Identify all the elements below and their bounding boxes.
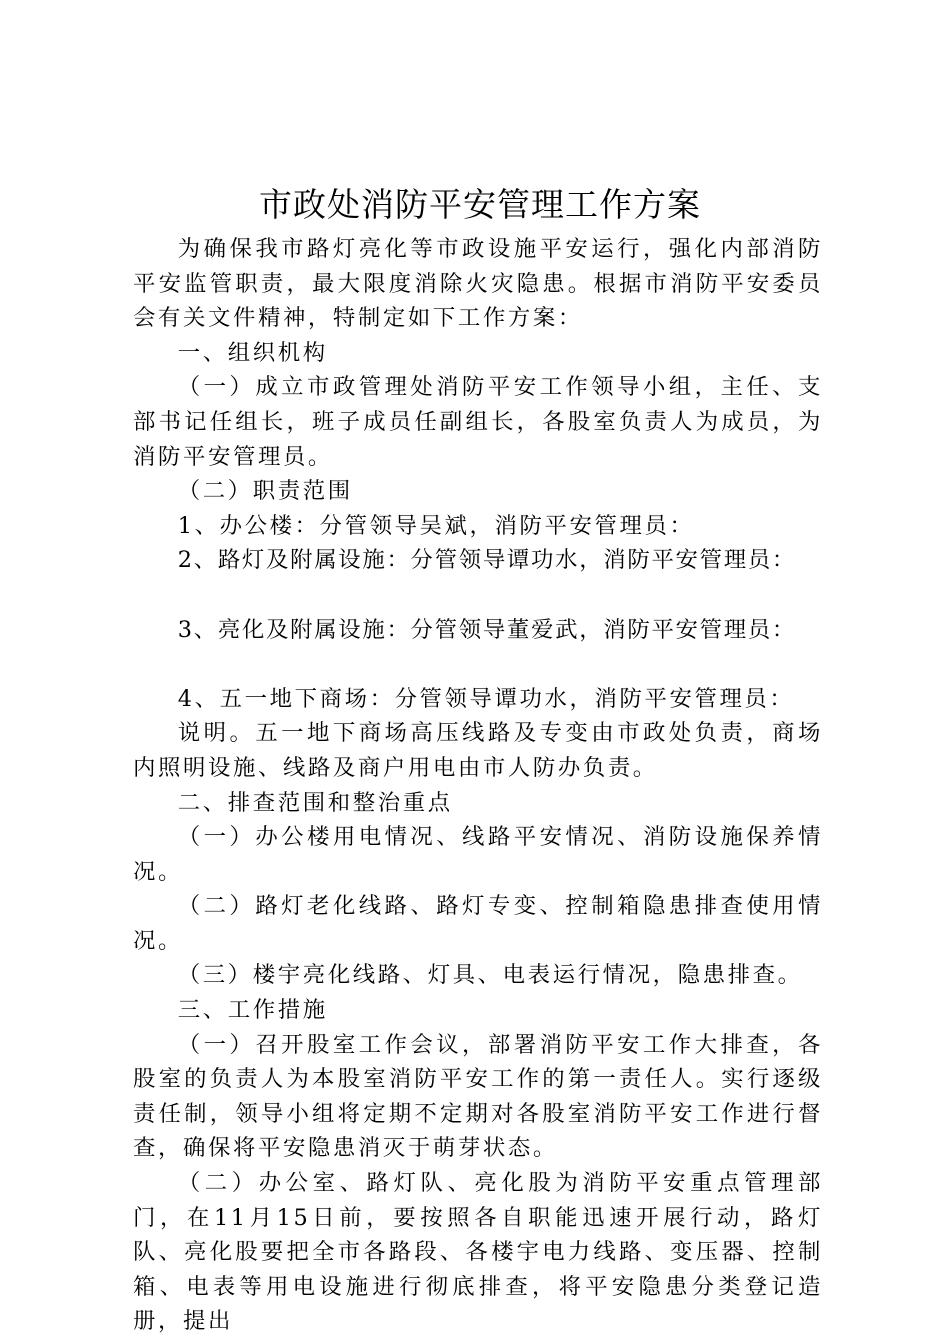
inspection-item-streetlights: （二）路灯老化线路、路灯专变、控制箱隐患排查使用情况。 — [133, 893, 823, 954]
intro-paragraph: 为确保我市路灯亮化等市政设施平安运行，强化内部消防平安监管职责，最大限度消除火灾隐患。根据市消防平安委员会有关文件精神，特制定如下工作方案： — [133, 236, 823, 332]
responsibility-item-office-building: 1、办公楼：分管领导吴斌，消防平安管理员： — [177, 512, 695, 539]
inspection-item-building-lighting: （三）楼宇亮化线路、灯具、电表运行情况，隐患排查。 — [177, 962, 803, 989]
work-measure-meeting: （一）召开股室工作会议，部署消防平安工作大排查，各股室的负责人为本股室消防平安工作的第一责任人。实行逐级责任制，领导小组将定期不定期对各股室消防平安工作进行督查，确保将平安隐患消灭于萌芽状态。 — [133, 1031, 823, 1162]
document-title: 市政处消防平安管理工作方案 — [259, 185, 701, 224]
organization-paragraph: （一）成立市政管理处消防平安工作领导小组，主任、支部书记任组长，班子成员任副组长，各股室负责人为成员，为消防平安管理员。 — [133, 374, 823, 470]
section-heading-work-measures: 三、工作措施 — [177, 997, 328, 1024]
inspection-item-office: （一）办公楼用电情况、线路平安情况、消防设施保养情况。 — [133, 824, 823, 885]
responsibility-item-lighting: 3、亮化及附属设施：分管领导董爱武，消防平安管理员： — [177, 616, 797, 643]
section-heading-organization: 一、组织机构 — [177, 339, 328, 366]
work-measure-key-departments: （二）办公室、路灯队、亮化股为消防平安重点管理部门，在11月15日前，要按照各自职能迅速开展行动，路灯队、亮化股要把全市各路段、各楼宇电力线路、变压器、控制箱、电表等用电设施进行彻底排查，将平安隐患分类登记造册，提出 — [133, 1170, 823, 1335]
section-heading-inspection-scope: 二、排查范围和整治重点 — [177, 789, 453, 816]
responsibility-item-underground-mall: 4、五一地下商场：分管领导谭功水，消防平安管理员： — [177, 685, 795, 712]
subheading-responsibility-scope: （二）职责范围 — [177, 478, 353, 505]
responsibility-item-streetlights: 2、路灯及附属设施：分管领导谭功水，消防平安管理员： — [177, 547, 797, 574]
note-paragraph: 说明。五一地下商场高压线路及专变由市政处负责，商场内照明设施、线路及商户用电由市人防办负责。 — [133, 720, 823, 781]
document-body — [133, 232, 823, 1339]
